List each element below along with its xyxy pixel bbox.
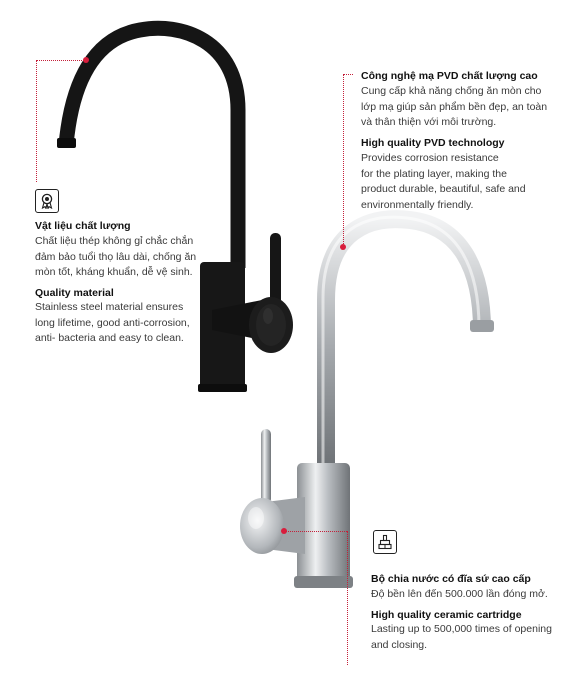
material-desc-vi-line: Chất liệu thép không gỉ chắc chắn xyxy=(35,235,194,247)
material-title-vi: Vật liệu chất lượng xyxy=(35,220,131,232)
pvd-desc-en-line: Provides corrosion resistance xyxy=(361,152,499,164)
material-desc-vi-line: đảm bảo tuổi thọ lâu dài, chống ăn xyxy=(35,250,197,263)
cartridge-desc-vi-line: Độ bền lên đến 500.000 lần đóng mở. xyxy=(371,588,548,600)
material-title-en: Quality material xyxy=(35,287,114,299)
pvd-marker xyxy=(340,244,346,250)
callout-line-pvd-vertical xyxy=(343,74,344,244)
material-desc-en-line: long lifetime, good anti-corrosion, xyxy=(35,316,190,329)
material-marker xyxy=(83,57,89,63)
pvd-desc-en-line: for the plating layer, making the xyxy=(361,167,507,180)
cartridge-desc-en xyxy=(371,622,552,653)
material-desc-vi-line: mòn tốt, kháng khuẩn, dễ vệ sinh. xyxy=(35,266,193,278)
cartridge-desc-en-line: Lasting up to 500,000 times of opening xyxy=(371,623,552,635)
pvd-desc-vi xyxy=(361,84,547,131)
cartridge-marker xyxy=(281,528,287,534)
material-desc-en-line: Stainless steel material ensures xyxy=(35,301,184,313)
pvd-desc-vi-line: lớp mạ giúp sản phẩm bền đẹp, an toàn xyxy=(361,100,548,113)
cartridge-desc-en-line: and closing. xyxy=(371,638,428,651)
material-desc-vi xyxy=(35,234,196,281)
award-badge-icon xyxy=(35,189,59,213)
pvd-title-en: High quality PVD technology xyxy=(361,137,505,149)
material-desc-en-line: anti- bacteria and easy to clean. xyxy=(35,332,184,344)
pvd-desc-en-line: product durable, beautiful, safe and xyxy=(361,183,526,195)
pvd-desc-en-line: environmentally friendly. xyxy=(361,198,474,211)
callout-line-material-horizontal xyxy=(36,60,86,61)
pvd-desc-vi-line: Cung cấp khả năng chống ăn mòn cho xyxy=(361,85,542,97)
callout-line-cartridge-vertical xyxy=(347,531,348,665)
pvd-desc-vi-line: và thân thiện với môi trường. xyxy=(361,116,497,128)
pvd-title-vi: Công nghệ mạ PVD chất lượng cao xyxy=(361,70,538,82)
pvd-desc-en xyxy=(361,151,526,213)
callout-line-pvd-horizontal xyxy=(343,74,353,75)
cartridge-title-en: High quality ceramic cartridge xyxy=(371,609,522,621)
cartridge-title-vi: Bộ chia nước có đĩa sứ cao cấp xyxy=(371,573,531,585)
callout-line-cartridge-horizontal xyxy=(285,531,347,532)
material-desc-en xyxy=(35,300,190,347)
cartridge-icon xyxy=(373,530,397,554)
callout-line-material-vertical xyxy=(36,60,37,182)
cartridge-desc-vi xyxy=(371,587,548,603)
